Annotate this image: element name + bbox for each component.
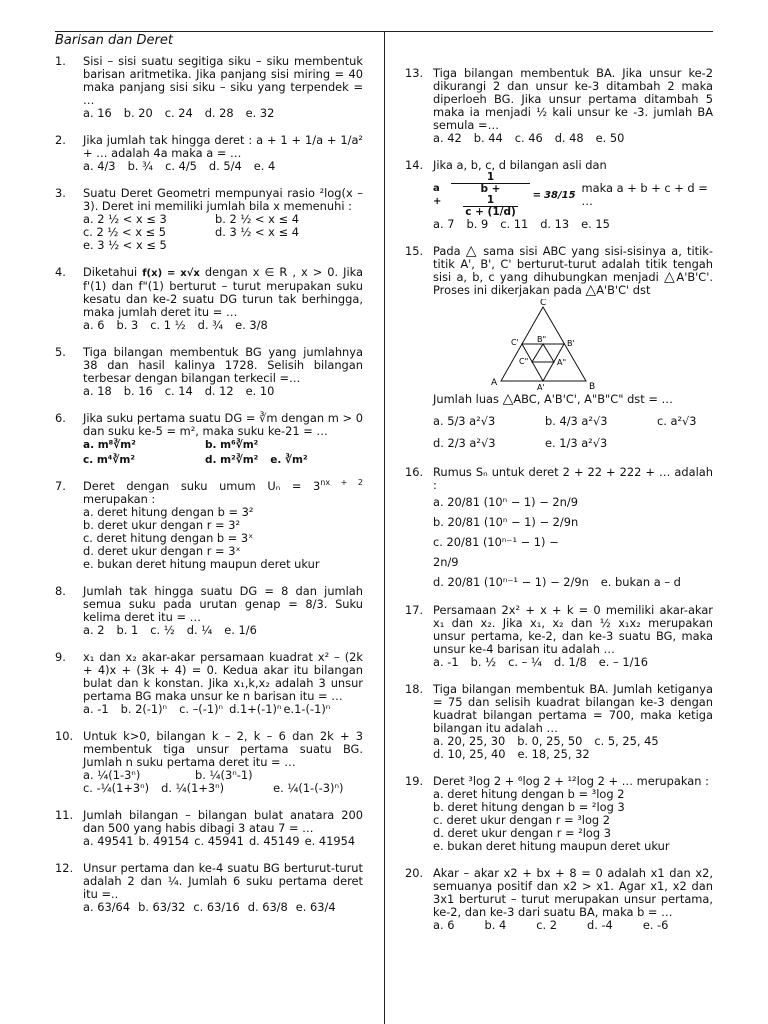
question-number: 18. — [405, 682, 424, 696]
question-text: Jika a, b, c, d bilangan asli dan — [433, 158, 607, 172]
nested-triangle-figure — [481, 299, 611, 391]
option[interactable]: b. 2 ½ < x ≤ 4 — [215, 212, 299, 226]
question-text: Untuk k>0, bilangan k – 2, k – 6 dan 2k + 3 membentuk tiga unsur pertama suatu BG. Jumlah n suku pertama deret itu = … — [83, 729, 363, 769]
question-text: dengan m > 0 dan suku ke-5 = m², maka suku ke-21 = … — [83, 411, 364, 438]
question-text: Sisi – sisi suatu segitiga siku – siku membentuk barisan aritmetika. Jika panjang sisi miring = 40 maka panjang sisi siku – siku yang terpendek = … — [83, 54, 363, 107]
option[interactable]: e. 3/8 — [235, 318, 268, 332]
option[interactable]: b. 3 — [116, 318, 139, 332]
option[interactable]: d. 5/4 — [208, 159, 242, 173]
option[interactable]: d. m²∛m² — [205, 454, 259, 466]
option[interactable]: d. -4 — [586, 918, 613, 932]
question-5 — [55, 346, 363, 398]
option[interactable]: d. 1/8 — [553, 655, 587, 669]
column-divider — [384, 31, 385, 1024]
question-17 — [405, 604, 713, 669]
question-text: dengan x ∈ R , x > 0. Jika f'(1) dan f"(1) berturut – turut merupakan suku kesatu dan ke-2 suatu DG turun tak berhingga, maka jumlah deret itu = … — [83, 265, 364, 319]
option[interactable]: d.1+(-1)ⁿ — [229, 702, 282, 716]
option[interactable]: e. bukan a – d — [600, 575, 681, 589]
option[interactable]: e. ∛m² — [270, 454, 308, 466]
option[interactable]: c. m⁴∛m² — [83, 454, 135, 466]
question-19 — [405, 775, 713, 853]
fraction-value: 38/15 — [544, 189, 576, 201]
right-column — [405, 67, 713, 932]
option[interactable]: c. deret hitung dengan b = 3ˣ — [83, 531, 254, 545]
option[interactable]: d. ¼(1+3ⁿ) — [161, 781, 225, 795]
question-text: Tiga bilangan membentuk BA. Jumlah ketiganya = 75 dan selisih kuadrat bilangan ke-3 dengan kuadrat bilangan pertama = 700, maka ketiga bilangan itu adalah … — [433, 682, 713, 735]
question-16 — [405, 466, 713, 592]
option[interactable]: a. 2 — [83, 623, 105, 637]
option[interactable]: b. 20 — [123, 106, 153, 120]
option[interactable]: e. 1/6 — [224, 623, 257, 637]
triangle-icon: △ — [585, 282, 597, 298]
question-20 — [405, 867, 713, 932]
option[interactable]: d. 45149 — [248, 834, 300, 848]
option[interactable]: d. 48 — [554, 131, 584, 145]
label-b-dprime: B" — [537, 335, 547, 344]
option[interactable]: b. 9 — [466, 217, 489, 231]
option[interactable]: a. -1 — [83, 702, 109, 716]
option[interactable]: e. 50 — [595, 131, 625, 145]
option[interactable]: b. 49154 — [138, 834, 190, 848]
option[interactable]: a. ¼(1-3ⁿ) — [83, 768, 141, 782]
question-15 — [405, 245, 713, 454]
question-number: 7. — [55, 479, 66, 493]
option[interactable]: c. 2 ½ < x ≤ 5 — [83, 225, 166, 239]
option[interactable]: e. 1/3 a²√3 — [545, 436, 608, 450]
question-text: Jumlah bilangan – bilangan bulat anatara 200 dan 500 yang habis dibagi 3 atau 7 = … — [83, 808, 363, 835]
question-number: 11. — [55, 808, 74, 822]
option[interactable]: a. 18 — [83, 384, 112, 398]
option[interactable]: e. 18, 25, 32 — [517, 747, 590, 761]
question-text: x₁ dan x₂ akar-akar persamaan kuadrat x² – (2k + 4)x + (3k + 4) = 0. Kedua akar itu bilangan bulat dan k konstan. Jika x₁,k,x₂ adalah 3 unsur pertama BG maka unsur ke n barisan itu = … — [83, 650, 363, 703]
option[interactable]: b. 20/81 (10ⁿ − 1) − 2/9n — [433, 515, 579, 529]
option[interactable]: c. 24 — [164, 106, 193, 120]
option[interactable]: a. 6 — [433, 918, 455, 932]
option[interactable]: d. deret ukur dengan r = 3ˣ — [83, 544, 241, 558]
question-7 — [55, 480, 363, 571]
function-formula: f(x) = x√x — [142, 268, 200, 279]
left-column — [55, 55, 363, 914]
option[interactable]: a. 49541 — [83, 834, 134, 848]
option[interactable]: e. 10 — [245, 384, 275, 398]
question-8 — [55, 585, 363, 637]
question-text: Deret dengan suku umum Uₙ = 3 — [83, 479, 321, 493]
question-4 — [55, 266, 363, 332]
question-text: ABC, A'B'C', A"B"C" dst = … — [513, 392, 673, 406]
option[interactable]: e.1-(-1)ⁿ — [283, 702, 331, 716]
option[interactable]: e. 32 — [245, 106, 275, 120]
question-9 — [55, 651, 363, 716]
label-c-dprime: C" — [519, 357, 529, 366]
option[interactable]: b. 1 — [116, 623, 139, 637]
option[interactable]: a. 7 — [433, 217, 455, 231]
option[interactable]: c. -¼(1+3ⁿ) — [83, 781, 150, 795]
option[interactable]: e. 41954 — [304, 834, 356, 848]
option[interactable]: a. 2 ½ < x ≤ 3 — [83, 212, 167, 226]
option[interactable]: d. 63/8 — [247, 900, 288, 914]
option[interactable]: c. deret ukur dengan r = ³log 2 — [433, 813, 611, 827]
option[interactable]: d. deret ukur dengan r = ²log 3 — [433, 826, 612, 840]
question-text: Suatu Deret Geometri mempunyai rasio ²log(x – 3). Deret ini memiliki jumlah bila x memenuhi : — [83, 186, 363, 213]
option[interactable]: c. 20/81 (10ⁿ⁻¹ − 1) − 2n/9 — [433, 535, 559, 569]
question-14 — [405, 159, 713, 231]
question-text: merupakan : — [83, 492, 156, 506]
option[interactable]: d. 20/81 (10ⁿ⁻¹ − 1) − 2/9n — [433, 575, 589, 589]
question-6 — [55, 412, 363, 468]
label-b: B — [589, 382, 596, 391]
option[interactable]: a. 63/64 — [83, 900, 131, 914]
question-number: 10. — [55, 729, 74, 743]
question-text: Jumlah luas — [433, 392, 499, 406]
option[interactable]: e. -6 — [642, 918, 669, 932]
label-a: A — [491, 378, 498, 388]
question-number: 15. — [405, 244, 424, 258]
option[interactable]: b. ½ — [470, 655, 497, 669]
option[interactable]: a. 20, 25, 30 — [433, 734, 506, 748]
question-12 — [55, 862, 363, 914]
option[interactable]: d. 2/3 a²√3 — [433, 436, 496, 450]
option[interactable]: e. 63/4 — [295, 900, 336, 914]
question-text: Akar – akar x2 + bx + 8 = 0 adalah x1 dan x2, semuanya positif dan x2 > x1. Agar x1, x2 dan 3x1 berturut – turut merupakan unsur pertama, ke-2, dan ke-3 dari suatu BA, maka b = … — [433, 866, 713, 919]
question-number: 17. — [405, 603, 424, 617]
label-a-dprime: A" — [557, 358, 567, 367]
triangle-icon: △ — [502, 391, 514, 407]
question-number: 14. — [405, 158, 424, 172]
label-a-prime: A' — [537, 383, 545, 391]
option[interactable]: a. -1 — [433, 655, 459, 669]
question-text: Persamaan 2x² + x + k = 0 memiliki akar-akar x₁ dan x₂. Jika x₁, x₂ dan ½ x₁x₂ merupakan unsur pertama, ke-2, dan ke-3 suatu BG, maka unsur ke-4 barisan itu adalah … — [433, 603, 713, 656]
option[interactable]: b. 4 — [484, 918, 507, 932]
triangle-icon: △ — [664, 269, 677, 285]
label-b-prime: B' — [567, 339, 575, 348]
option[interactable]: d. 3 ½ < x ≤ 4 — [215, 225, 299, 239]
question-number: 8. — [55, 584, 66, 598]
question-number: 16. — [405, 465, 424, 479]
triangle-icon: △ — [465, 243, 479, 259]
option[interactable]: b. deret ukur dengan r = 3² — [83, 518, 241, 532]
question-number: 12. — [55, 861, 74, 875]
page-title: Barisan dan Deret — [55, 33, 173, 48]
question-text: Tiga bilangan membentuk BA. Jika unsur ke-2 dikurangi 2 dan unsur ke-3 ditambah 2 maka diperloeh BG. Jika unsur pertama ditambah 5 maka ia menjadi ½ kali unsur ke -3. jumlah BA semula =… — [433, 66, 713, 132]
question-text: Pada — [433, 244, 461, 258]
option[interactable]: b. 4/3 a²√3 — [545, 414, 608, 428]
question-text: A'B'C' dst — [596, 283, 651, 297]
option[interactable]: a. deret hitung dengan b = 3² — [83, 505, 254, 519]
question-text: sama sisi ABC yang sisi-sisinya a, titik-titik A', B', C' berturut-turut adalah titik tengah sisi a, b, c yang dihubungkan menjadi — [433, 244, 713, 284]
option[interactable]: b. 63/32 — [138, 900, 186, 914]
option[interactable]: a. 16 — [83, 106, 112, 120]
question-number: 6. — [55, 411, 66, 425]
option[interactable]: e. 3 ½ < x ≤ 5 — [83, 238, 167, 252]
question-text: Jumlah tak hingga suatu DG = 8 dan jumlah semua suku pada urutan genap = 8/3. Suku kelima deret itu = … — [83, 584, 363, 624]
option[interactable]: d. 28 — [204, 106, 234, 120]
option[interactable]: a. 6 — [83, 318, 105, 332]
option[interactable]: a. deret hitung dengan b = ³log 2 — [433, 787, 625, 801]
question-number: 20. — [405, 866, 424, 880]
option[interactable]: b. m⁶∛m² — [205, 439, 259, 451]
option[interactable]: e. 4 — [253, 159, 276, 173]
option[interactable]: e. bukan deret hitung maupun deret ukur — [433, 839, 670, 853]
option[interactable]: d. 12 — [204, 384, 234, 398]
label-c-prime: C' — [511, 338, 519, 347]
option[interactable]: d. 10, 25, 40 — [433, 747, 506, 761]
option[interactable]: b. 2(-1)ⁿ — [120, 702, 168, 716]
option[interactable]: a. 5/3 a²√3 — [433, 414, 496, 428]
option[interactable]: a. 42 — [433, 131, 462, 145]
question-number: 2. — [55, 133, 66, 147]
exponent: nx + 2 — [320, 478, 364, 488]
option[interactable]: c. 1 ½ — [150, 318, 186, 332]
option[interactable]: c. 5, 25, 45 — [594, 734, 659, 748]
option[interactable]: d. ¼ — [186, 623, 213, 637]
option[interactable]: c. 14 — [164, 384, 193, 398]
question-number: 9. — [55, 650, 66, 664]
option[interactable]: c. 11 — [500, 217, 529, 231]
option[interactable]: c. 63/16 — [193, 900, 240, 914]
option[interactable]: c. ½ — [150, 623, 175, 637]
option[interactable]: e. 15 — [581, 217, 610, 231]
question-18 — [405, 683, 713, 761]
root-formula: ∛m — [259, 411, 278, 425]
question-3 — [55, 187, 363, 252]
option[interactable]: d. 13 — [540, 217, 570, 231]
option[interactable]: a. 20/81 (10ⁿ − 1) − 2n/9 — [433, 495, 578, 509]
label-c: C — [540, 299, 547, 308]
question-13 — [405, 67, 713, 145]
option[interactable]: b. 0, 25, 50 — [517, 734, 583, 748]
question-number: 5. — [55, 345, 66, 359]
option[interactable]: c. –(-1)ⁿ — [179, 702, 224, 716]
option[interactable]: b. 44 — [473, 131, 503, 145]
question-text: Jika suku pertama suatu DG = — [83, 411, 256, 425]
question-text: Diketahui — [83, 265, 138, 279]
question-text: Jika jumlah tak hingga deret : a + 1 + 1/a + 1/a² + … adalah 4a maka a = … — [83, 133, 363, 160]
question-text: Unsur pertama dan ke-4 suatu BG berturut-turut adalah 2 dan ¼. Jumlah 6 suku pertama deret itu =.. — [83, 861, 363, 901]
option[interactable]: b. ¼(3ⁿ-1) — [195, 768, 253, 782]
option[interactable]: e. – 1/16 — [598, 655, 648, 669]
option[interactable]: c. 4/5 — [165, 159, 197, 173]
option[interactable]: b. ¾ — [127, 159, 154, 173]
option[interactable]: c. – ¼ — [508, 655, 542, 669]
question-text: Rumus Sₙ untuk deret 2 + 22 + 222 + … adalah : — [433, 465, 713, 492]
option[interactable]: b. deret hitung dengan b = ²log 3 — [433, 800, 625, 814]
question-11 — [55, 809, 363, 848]
option[interactable]: c. a²√3 — [657, 414, 697, 428]
option[interactable]: d. ¾ — [197, 318, 224, 332]
question-number: 1. — [55, 54, 66, 68]
question-text: Tiga bilangan membentuk BG yang jumlahnya 38 dan hasil kalinya 1728. Selisih bilangan terbesar dengan bilangan terkecil =… — [83, 345, 363, 385]
continued-fraction: a + 1 b + $\frac{1}{c + (1/d)}$ = 38/15 maka a + b + c + d = … — [433, 172, 713, 218]
option[interactable]: c. 45941 — [194, 834, 244, 848]
question-number: 4. — [55, 265, 66, 279]
option[interactable]: c. 2 — [536, 918, 557, 932]
question-number: 19. — [405, 774, 424, 788]
option[interactable]: b. 16 — [123, 384, 153, 398]
question-number: 13. — [405, 66, 424, 80]
question-10 — [55, 730, 363, 795]
option[interactable]: a. m⁸∛m² — [83, 439, 136, 451]
option[interactable]: e. ¼(1-(-3)ⁿ) — [273, 781, 344, 795]
option[interactable]: e. bukan deret hitung maupun deret ukur — [83, 557, 320, 571]
question-1 — [55, 55, 363, 120]
option[interactable]: a. 4/3 — [83, 159, 116, 173]
question-text: A'B'C'. Proses ini dikerjakan pada — [433, 270, 713, 297]
question-text: maka a + b + c + d = … — [581, 181, 708, 208]
option[interactable]: c. 46 — [514, 131, 543, 145]
question-2 — [55, 134, 363, 173]
question-number: 3. — [55, 186, 66, 200]
question-text: Deret ³log 2 + ⁶log 2 + ¹²log 2 + … merupakan : — [433, 774, 709, 788]
